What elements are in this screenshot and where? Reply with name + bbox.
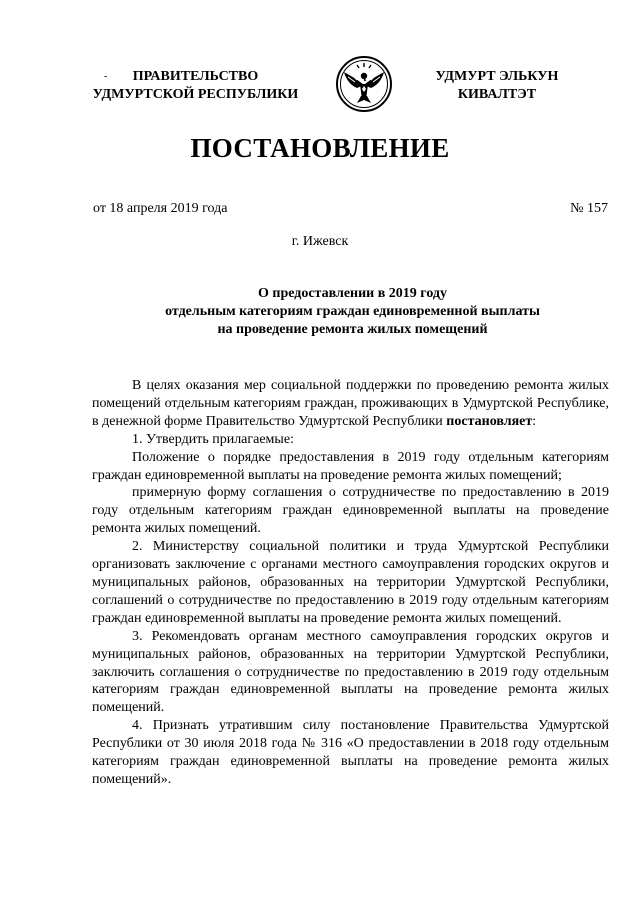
scan-mark: -	[104, 71, 108, 82]
document-subject	[100, 285, 605, 339]
item-3: 3. Рекомендовать органам местного самоуправления городских округов и муниципальных районов, образованных на территории Удмуртской Республики, заключить соглашения о сотрудничестве по предоставлению в 2019 году отдельным категориям граждан единовременной выплаты на проведение ремонта жилых помещений.	[92, 628, 609, 716]
preamble-colon: :	[532, 413, 537, 429]
government-name-line2: УДМУРТСКОЙ РЕСПУБЛИКИ	[92, 87, 299, 102]
subject-line1: О предоставлении в 2019 году	[257, 286, 447, 301]
subject-line2: отдельным категориям граждан единовременной выплаты	[165, 304, 540, 319]
document-number: № 157	[570, 201, 608, 216]
item-1-regulation: Положение о порядке предоставления в 2019 году отдельным категориям граждан единовременной выплаты на проведение ремонта жилых помещений;	[92, 449, 609, 483]
document-date: от 18 апреля 2019 года	[93, 201, 228, 216]
document-city: г. Ижевск	[291, 234, 349, 249]
item-1: 1. Утвердить прилагаемые:	[132, 431, 294, 447]
preamble-bold-keyword: постановляет	[446, 413, 533, 429]
udmurt-coat-of-arms-icon	[335, 55, 393, 113]
document-title: ПОСТАНОВЛЕНИЕ	[190, 133, 450, 163]
government-name-line1: ПРАВИТЕЛЬСТВО	[132, 69, 259, 84]
preamble-text: В целях оказания мер социальной поддержки по проведению ремонта жилых помещений отдельным категориям граждан, проживающих в Удмуртской Республике, в денежной форме Правительство Удмуртской Республики	[92, 378, 609, 429]
government-name-udmurt	[412, 68, 582, 104]
item-1-agreement-form: примерную форму соглашения о сотрудничестве по предоставлению в 2019 году отдельным категориям граждан единовременной выплаты на проведение ремонта жилых помещений.	[92, 485, 609, 537]
item-4: 4. Признать утратившим силу постановление Правительства Удмуртской Республики от 30 июля 2018 года № 316 «О предоставлении в 2018 году отдельным категориям граждан единовременной выплаты на проведение ремонта жилых помещений».	[92, 718, 609, 787]
item-2: 2. Министерству социальной политики и труда Удмуртской Республики организовать заключение с органами местного самоуправления городских округов и муниципальных районов, образованных на территории Удмуртской Республики, соглашений о сотрудничестве по предоставлению в 2019 году отдельным категориям граждан единовременной выплаты на проведение ремонта жилых помещений.	[92, 539, 609, 626]
government-name-udmurt-line2: КИВАЛТЭТ	[457, 87, 537, 102]
document-body	[92, 377, 609, 789]
subject-line3: на проведение ремонта жилых помещений	[217, 322, 488, 337]
government-name-udmurt-line1: УДМУРТ ЭЛЬКУН	[435, 69, 559, 84]
preamble-paragraph	[92, 377, 609, 431]
government-name-russian	[78, 68, 313, 104]
